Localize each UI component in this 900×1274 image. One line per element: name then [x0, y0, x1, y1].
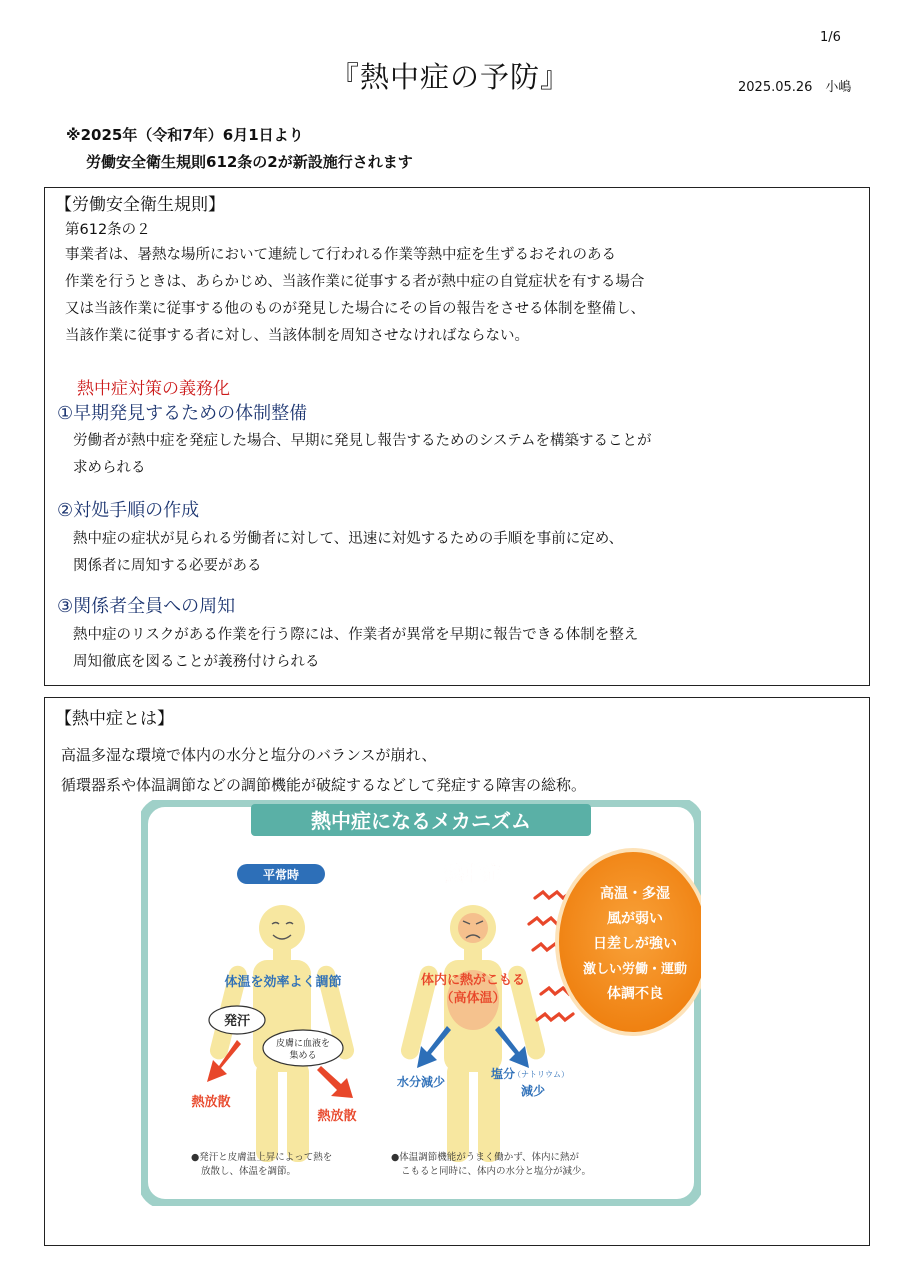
- item-title-early-detection: ①早期発見するための体制整備: [57, 403, 308, 424]
- sodium-label: （ナトリウム）: [513, 1070, 569, 1079]
- article-line: 事業者は、暑熱な場所において連続して行われる作業等熱中症を生ずるおそれのある: [65, 247, 616, 263]
- item-text-response-procedure: [73, 526, 833, 580]
- definition-line: 高温多湿な環境で体内の水分と塩分のバランスが崩れ、: [61, 746, 437, 764]
- normal-label: 平常時: [262, 868, 300, 882]
- heatstroke-mechanism-illustration: [141, 800, 701, 1206]
- article-text: [65, 242, 855, 350]
- cause-item: 風が弱い: [607, 911, 663, 927]
- item-title-response-procedure: ②対処手順の作成: [57, 500, 200, 521]
- regulation-heading: 【労働安全衛生規則】: [55, 195, 225, 215]
- item-text-awareness: [73, 622, 833, 676]
- safety-regulation-box: [44, 187, 870, 686]
- salt-label: 塩分: [490, 1067, 516, 1081]
- flushed-face: [458, 913, 488, 943]
- cause-item: 高温・多湿: [600, 886, 670, 902]
- note-left-line-1: ●発汗と皮膚温上昇によって熱を: [191, 1152, 333, 1163]
- high-temperature-label: （高体温）: [440, 991, 506, 1006]
- item-line: 熱中症のリスクがある作業を行う際には、作業者が異常を早期に報告できる体制を整え: [73, 627, 639, 643]
- item-line: 労働者が熱中症を発症した場合、早期に発見し報告するためのシステムを構築することが: [73, 433, 652, 449]
- note-right-line-1: ●体温調節機能がうまく働かず、体内に熱が: [391, 1152, 580, 1163]
- cause-item: 日差しが強い: [593, 936, 677, 952]
- item-line: 関係者に周知する必要がある: [73, 558, 262, 574]
- article-line: 又は当該作業に従事する他のものが発見した場合にその旨の報告をさせる体制を整備し、: [65, 301, 645, 317]
- item-line: 熱中症の症状が見られる労働者に対して、迅速に対処するための手順を事前に定め、: [73, 531, 624, 547]
- heat-release-label-right: 熱放散: [317, 1109, 357, 1124]
- obligation-heading: 熱中症対策の義務化: [77, 379, 230, 399]
- normal-caption: 体温を効率よく調節: [224, 975, 342, 990]
- page-number: 1/6: [820, 30, 841, 45]
- mechanism-title: 熱中症になるメカニズム: [311, 809, 531, 833]
- notice-line-1: ※2025年（令和7年）6月1日より: [66, 126, 304, 144]
- heat-release-label-left: 熱放散: [191, 1095, 231, 1110]
- decrease-label: 減少: [520, 1084, 546, 1098]
- item-title-awareness: ③関係者全員への周知: [57, 596, 236, 617]
- article-number: 第612条の２: [65, 222, 151, 238]
- item-text-early-detection: [73, 428, 833, 482]
- water-loss-label: 水分減少: [396, 1075, 446, 1089]
- document-title: 『熱中症の予防』: [329, 60, 570, 94]
- blood-label-line-2: 集める: [289, 1051, 317, 1061]
- date-author: 2025.05.26 小嶋: [738, 80, 852, 95]
- note-right-line-2: こもると同時に、体内の水分と塩分が減少。: [401, 1166, 592, 1177]
- heat-trapped-label: 体内に熱がこもる: [420, 973, 526, 988]
- article-line: 作業を行うときは、あらかじめ、当該作業に従事する者が熱中症の自覚症状を有する場合: [65, 274, 645, 290]
- definition-text: [61, 740, 861, 800]
- blood-label-line-1: 皮膚に血液を: [275, 1039, 331, 1049]
- item-line: 求められる: [73, 460, 146, 476]
- sweat-label: 発汗: [223, 1014, 251, 1029]
- definition-heading: 【熱中症とは】: [55, 709, 174, 729]
- cause-item: 激しい労働・運動: [582, 962, 688, 977]
- cause-item: 体調不良: [607, 986, 663, 1002]
- note-left-line-2: 放散し、体温を調節。: [201, 1166, 297, 1177]
- notice-line-2: 労働安全衛生規則612条の2が新設施行されます: [86, 153, 413, 171]
- enforcement-notice: [66, 122, 413, 176]
- article-line: 当該作業に従事する者に対し、当該体制を周知させなければならない。: [65, 328, 529, 344]
- heatstroke-definition-box: [44, 697, 870, 1246]
- definition-line: 循環器系や体温調節などの調節機能が破綻するなどして発症する障害の総称。: [61, 776, 587, 794]
- item-line: 周知徹底を図ることが義務付けられる: [73, 654, 320, 670]
- heatstroke-label: 熱中症: [444, 863, 502, 885]
